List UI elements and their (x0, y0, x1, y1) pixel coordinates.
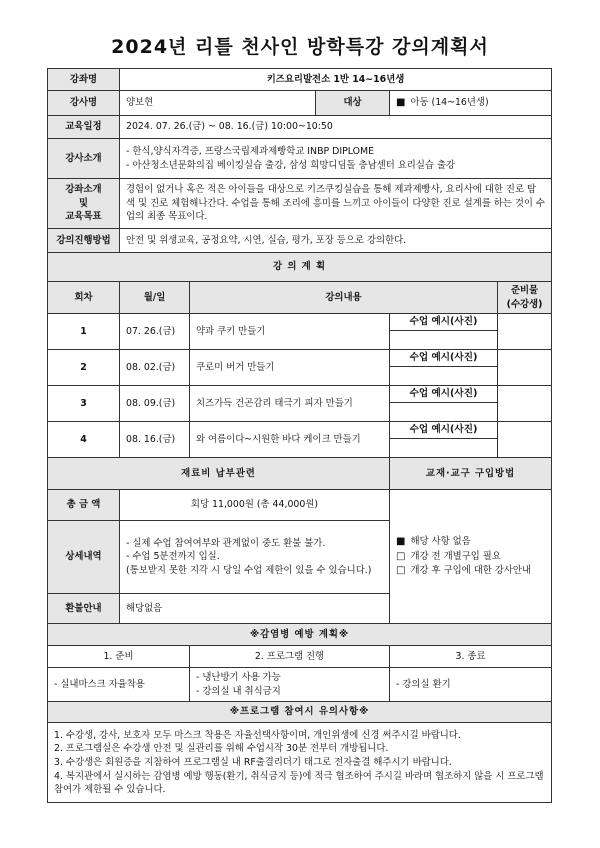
page-title: 2024년 리틀 천사인 방학특강 강의계획서 (111, 36, 489, 58)
course-name-label: 강좌명 (48, 69, 120, 91)
plan-header-prep-1: 준비물 (510, 285, 539, 296)
infection-progress-line-1: - 냉난방기 사용 가능 (196, 672, 281, 684)
supplies-options (390, 490, 552, 624)
plan-row-1-prep (498, 314, 552, 350)
infection-progress-line-2: - 강의실 내 취식금지 (196, 685, 281, 697)
plan-row-2-date: 08. 02.(금) (120, 350, 190, 386)
plan-row-3-no: 3 (48, 386, 120, 422)
goal-value: 경험이 없거나 혹은 적은 아이들을 대상으로 키즈쿠킹실습을 통해 제과제빵사, 요리사에 대한 진로 탐색 및 진로 체험해나간다. 수업을 통해 조리에 흥미를 느끼고 아이들이 다양한 진로 설계를 하는 것이 수업의 최종 목표이다. (120, 179, 552, 229)
infection-col-prep: 1. 준비 (48, 646, 190, 668)
plan-row-4-photo (390, 439, 498, 458)
infection-prep-value: - 실내마스크 자율착용 (48, 668, 190, 702)
intro-line-2: - 아산청소년문화의집 베이킹실습 출강, 삼성 희망디딤돌 충남센터 요리실습 출강 (126, 159, 456, 171)
infection-section-title: ※감염병 예방 계획※ (48, 624, 552, 646)
supply-text-1: 해당 사항 없음 (410, 536, 471, 547)
plan-row-2-photo (390, 367, 498, 386)
teacher-label: 강사명 (48, 91, 120, 116)
schedule-label: 교육일정 (48, 116, 120, 139)
infection-col-end: 3. 종료 (390, 646, 552, 668)
supply-checkbox-3: □ (396, 565, 406, 576)
teacher-name: 양보현 (120, 91, 316, 116)
plan-row-4-photo-label: 수업 예시(사진) (390, 422, 498, 439)
plan-header-prep-2: (수강생) (506, 298, 543, 310)
supply-option-1 (396, 535, 545, 550)
plan-row-1-photo (390, 331, 498, 350)
supplies-section-title: 교재·교구 구입방법 (390, 458, 552, 490)
intro-label: 강사소개 (48, 139, 120, 179)
course-name: 키즈요리발전소 1반 14~16년생 (120, 69, 552, 91)
total-value: 회당 11,000원 (총 44,000원) (120, 490, 390, 521)
plan-row-4-no: 4 (48, 422, 120, 458)
fees-section-title: 재료비 납부관련 (48, 458, 390, 490)
plan-row-3-content: 치즈가득 건곤감리 태극기 피자 만들기 (190, 386, 390, 422)
target-label: 대상 (316, 91, 390, 116)
plan-header-date: 월/일 (120, 282, 190, 314)
schedule-value: 2024. 07. 26.(금) ~ 08. 16.(금) 10:00~10:50 (120, 116, 552, 139)
total-label: 총 금 액 (48, 490, 120, 521)
goal-label-line-3: 교육목표 (65, 211, 102, 223)
goal-label (48, 179, 120, 229)
detail-line-1: - 실제 수업 참여여부와 관계없이 중도 환불 불가. (126, 537, 326, 549)
plan-row-4-date: 08. 16.(금) (120, 422, 190, 458)
supply-checkbox-1: ■ (396, 536, 406, 547)
supply-text-2: 개강 전 개별구입 필요 (410, 550, 501, 562)
supply-text-3: 개강 후 구입에 대한 강사안내 (410, 565, 532, 576)
plan-row-1-date: 07. 26.(금) (120, 314, 190, 350)
plan-header-prep (498, 282, 552, 314)
infection-end-value: - 강의실 환기 (390, 668, 552, 702)
method-value: 안전 및 위생교육, 공정요약, 시연, 실습, 평가, 포장 등으로 강의한다. (120, 229, 552, 253)
target-value (390, 91, 552, 116)
note-item-3: 3. 수강생은 회원증을 지참하여 프로그램실 내 RF출결리더기 태그로 전자출결 해주시기 바랍니다. (54, 756, 452, 768)
plan-header-no: 회차 (48, 282, 120, 314)
plan-row-2-content: 쿠로미 버거 만들기 (190, 350, 390, 386)
goal-label-line-2: 및 (78, 197, 89, 209)
method-label: 강의진행방법 (48, 229, 120, 253)
refund-label: 환불안내 (48, 594, 120, 624)
plan-row-1-no: 1 (48, 314, 120, 350)
intro-value (120, 139, 552, 179)
detail-line-2: - 수업 5분전까지 입실. (126, 551, 220, 563)
intro-line-1: - 한식,양식자격증, 프랑스국립제과제빵학교 INBP DIPLOME (126, 145, 375, 157)
note-item-1: 1. 수강생, 강사, 보호자 모두 마스크 착용은 자율선택사항이며, 개인위생에 신경 써주시길 바랍니다. (54, 729, 461, 741)
plan-row-2-no: 2 (48, 350, 120, 386)
supply-option-3 (396, 564, 545, 579)
supply-option-2 (396, 550, 545, 565)
plan-section-title: 강 의 계 획 (48, 253, 552, 282)
infection-col-progress: 2. 프로그램 진행 (190, 646, 390, 668)
supply-checkbox-2: □ (396, 550, 406, 562)
plan-row-1-photo-label: 수업 예시(사진) (390, 314, 498, 331)
plan-row-4-prep (498, 422, 552, 458)
plan-row-3-prep (498, 386, 552, 422)
plan-row-4-content: 와 여름이다~시원한 바다 케이크 만들기 (190, 422, 390, 458)
target-checkbox: ■ (396, 96, 406, 108)
plan-row-3-photo (390, 403, 498, 422)
refund-value: 해당없음 (120, 594, 390, 624)
notes-list (48, 723, 552, 803)
infection-progress-value (190, 668, 390, 702)
detail-value (120, 521, 390, 594)
lecture-plan-table (47, 68, 552, 803)
plan-row-1-content: 약과 쿠키 만들기 (190, 314, 390, 350)
plan-row-2-prep (498, 350, 552, 386)
detail-line-3: (통보받지 못한 지각 시 당일 수업 제한이 있을 수 있습니다.) (126, 565, 372, 577)
goal-label-line-1: 강좌소개 (65, 184, 102, 196)
target-text: 아동 (14~16년생) (410, 96, 489, 108)
detail-label: 상세내역 (48, 521, 120, 594)
plan-row-3-photo-label: 수업 예시(사진) (390, 386, 498, 403)
plan-row-3-date: 08. 09.(금) (120, 386, 190, 422)
note-item-2: 2. 프로그램실은 수강생 안전 및 실관리를 위해 수업시작 30분 전부터 개방됩니다. (54, 743, 389, 755)
plan-row-2-photo-label: 수업 예시(사진) (390, 350, 498, 367)
notes-section-title: ※프로그램 참여시 유의사항※ (48, 702, 552, 723)
plan-header-content: 강의내용 (190, 282, 498, 314)
note-item-4: 4. 복지관에서 실시하는 감염병 예방 행동(환기, 취식금지 등)에 적극 협조하여 주시길 바라며 협조하지 않을 시 프로그램 참여가 제한될 수 있습니다. (54, 770, 544, 796)
